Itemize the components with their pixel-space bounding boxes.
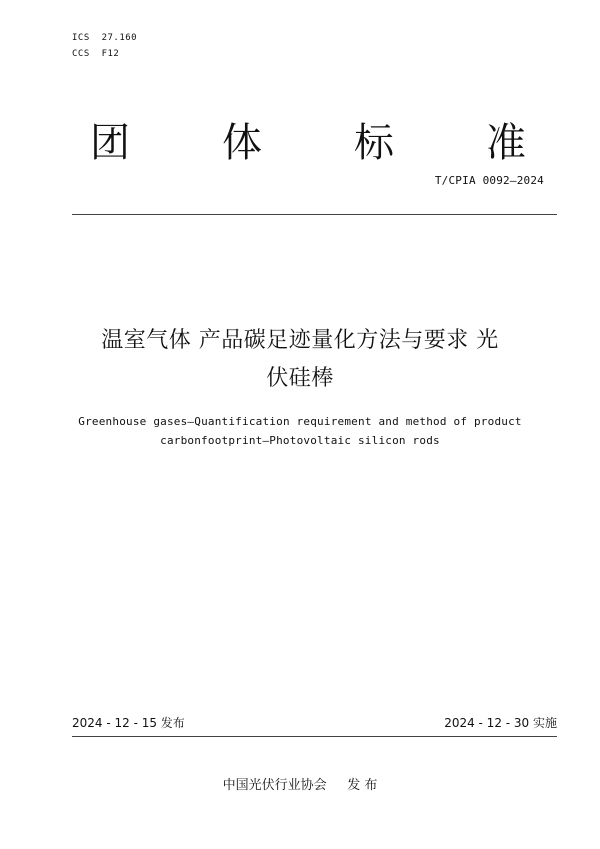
top-divider — [72, 214, 557, 215]
ics-code: ICS 27.160 — [72, 33, 138, 43]
title-char: 标 — [354, 120, 394, 166]
chinese-title-line: 伏硅棒 — [266, 366, 334, 391]
implementation-date: 2024 - 12 - 30 实施 — [444, 716, 557, 730]
standard-number: T/CPIA 0092—2024 — [434, 174, 544, 187]
english-title-line: carbonfootprint—Photovoltaic silicon rods — [160, 434, 440, 447]
chinese-title-line: 温室气体 产品碳足迹量化方法与要求 光 — [101, 328, 499, 353]
publish-date: 2024 - 12 - 15 发布 — [72, 716, 185, 730]
english-title — [50, 412, 550, 450]
title-char: 体 — [222, 120, 262, 166]
ccs-code: CCS F12 — [72, 49, 120, 59]
english-title-line: Greenhouse gases—Quantification requirement and method of product — [78, 415, 522, 428]
chinese-title — [60, 322, 540, 398]
classification-codes — [72, 30, 137, 62]
document-type-title — [90, 115, 526, 171]
title-char: 准 — [486, 120, 526, 166]
title-char: 团 — [90, 120, 130, 166]
bottom-divider — [72, 736, 557, 737]
publisher: 中国光伏行业协会 发 布 — [222, 778, 378, 793]
